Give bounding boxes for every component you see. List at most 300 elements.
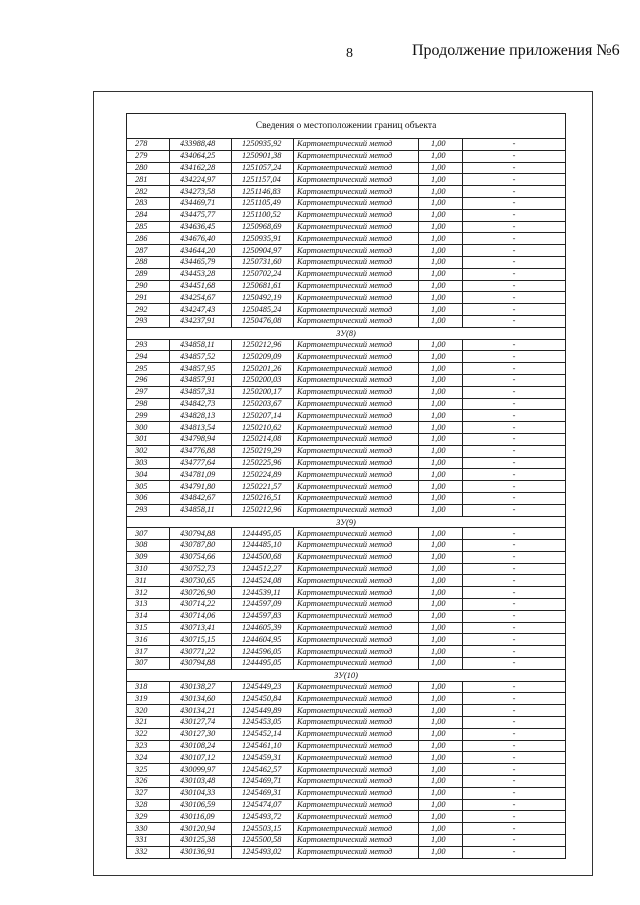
accuracy-cell: 1,00 — [419, 422, 463, 434]
coordinate-y: 1250492,19 — [232, 292, 294, 304]
note-cell: - — [463, 492, 566, 504]
coordinate-x: 434237,91 — [170, 315, 232, 327]
table-row — [127, 339, 566, 351]
method-cell: Картометрический метод — [294, 752, 419, 764]
accuracy-cell: 1,00 — [419, 776, 463, 788]
coordinate-x: 430730,65 — [170, 575, 232, 587]
method-cell: Картометрический метод — [294, 374, 419, 386]
coordinate-y: 1245503,15 — [232, 823, 294, 835]
note-cell: - — [463, 705, 566, 717]
coordinate-y: 1245453,05 — [232, 717, 294, 729]
coordinate-x: 434781,09 — [170, 469, 232, 481]
note-cell: - — [463, 764, 566, 776]
point-number: 300 — [127, 422, 170, 434]
coordinate-y: 1245493,72 — [232, 811, 294, 823]
coordinate-x: 434813,54 — [170, 422, 232, 434]
point-number: 326 — [127, 776, 170, 788]
note-cell: - — [463, 693, 566, 705]
point-number: 302 — [127, 445, 170, 457]
method-cell: Картометрический метод — [294, 280, 419, 292]
note-cell: - — [463, 445, 566, 457]
table-title-row — [127, 114, 566, 139]
table-row — [127, 186, 566, 198]
coordinate-x: 434064,25 — [170, 150, 232, 162]
note-cell: - — [463, 422, 566, 434]
table-row — [127, 492, 566, 504]
note-cell: - — [463, 374, 566, 386]
coordinate-x: 434224,97 — [170, 174, 232, 186]
table-row — [127, 693, 566, 705]
coordinate-x: 434247,43 — [170, 304, 232, 316]
method-cell: Картометрический метод — [294, 622, 419, 634]
table-body — [127, 139, 566, 859]
accuracy-cell: 1,00 — [419, 681, 463, 693]
method-cell: Картометрический метод — [294, 139, 419, 151]
note-cell: - — [463, 540, 566, 552]
accuracy-cell: 1,00 — [419, 186, 463, 198]
table-row — [127, 221, 566, 233]
coordinate-y: 1250207,14 — [232, 410, 294, 422]
coordinate-x: 434857,52 — [170, 351, 232, 363]
coordinate-y: 1250225,96 — [232, 457, 294, 469]
table-row — [127, 209, 566, 221]
section-row — [127, 516, 566, 528]
note-cell: - — [463, 410, 566, 422]
accuracy-cell: 1,00 — [419, 280, 463, 292]
coordinate-x: 430794,88 — [170, 658, 232, 670]
point-number: 301 — [127, 433, 170, 445]
coordinate-x: 434676,40 — [170, 233, 232, 245]
coordinate-y: 1245450,84 — [232, 693, 294, 705]
accuracy-cell: 1,00 — [419, 197, 463, 209]
coordinate-x: 430116,09 — [170, 811, 232, 823]
coordinates-table — [126, 113, 566, 859]
method-cell: Картометрический метод — [294, 469, 419, 481]
coordinate-y: 1244524,08 — [232, 575, 294, 587]
coordinate-y: 1250702,24 — [232, 268, 294, 280]
table-row — [127, 787, 566, 799]
coordinate-y: 1244597,83 — [232, 610, 294, 622]
point-number: 281 — [127, 174, 170, 186]
page-number: 8 — [346, 46, 353, 61]
note-cell: - — [463, 245, 566, 257]
method-cell: Картометрический метод — [294, 150, 419, 162]
note-cell: - — [463, 681, 566, 693]
point-number: 293 — [127, 315, 170, 327]
accuracy-cell: 1,00 — [419, 433, 463, 445]
method-cell: Картометрический метод — [294, 186, 419, 198]
table-row — [127, 481, 566, 493]
note-cell: - — [463, 186, 566, 198]
accuracy-cell: 1,00 — [419, 752, 463, 764]
note-cell: - — [463, 528, 566, 540]
note-cell: - — [463, 563, 566, 575]
method-cell: Картометрический метод — [294, 410, 419, 422]
note-cell: - — [463, 150, 566, 162]
point-number: 319 — [127, 693, 170, 705]
table-row — [127, 599, 566, 611]
point-number: 331 — [127, 835, 170, 847]
method-cell: Картометрический метод — [294, 492, 419, 504]
note-cell: - — [463, 398, 566, 410]
table-row — [127, 469, 566, 481]
point-number: 286 — [127, 233, 170, 245]
method-cell: Картометрический метод — [294, 693, 419, 705]
note-cell: - — [463, 846, 566, 858]
point-number: 322 — [127, 728, 170, 740]
note-cell: - — [463, 457, 566, 469]
coordinate-x: 430108,24 — [170, 740, 232, 752]
point-number: 332 — [127, 846, 170, 858]
table-row — [127, 174, 566, 186]
method-cell: Картометрический метод — [294, 457, 419, 469]
point-number: 313 — [127, 599, 170, 611]
coordinate-x: 434842,67 — [170, 492, 232, 504]
note-cell: - — [463, 233, 566, 245]
coordinate-x: 430715,15 — [170, 634, 232, 646]
coordinate-y: 1250212,96 — [232, 339, 294, 351]
coordinate-x: 430134,21 — [170, 705, 232, 717]
point-number: 280 — [127, 162, 170, 174]
accuracy-cell: 1,00 — [419, 363, 463, 375]
method-cell: Картометрический метод — [294, 386, 419, 398]
accuracy-cell: 1,00 — [419, 646, 463, 658]
accuracy-cell: 1,00 — [419, 835, 463, 847]
coordinate-x: 430103,48 — [170, 776, 232, 788]
note-cell: - — [463, 481, 566, 493]
point-number: 294 — [127, 351, 170, 363]
coordinate-y: 1250210,62 — [232, 422, 294, 434]
table-row — [127, 717, 566, 729]
method-cell: Картометрический метод — [294, 705, 419, 717]
coordinate-y: 1250935,91 — [232, 233, 294, 245]
point-number: 292 — [127, 304, 170, 316]
coordinate-x: 434828,13 — [170, 410, 232, 422]
accuracy-cell: 1,00 — [419, 139, 463, 151]
coordinate-y: 1250203,67 — [232, 398, 294, 410]
point-number: 315 — [127, 622, 170, 634]
method-cell: Картометрический метод — [294, 563, 419, 575]
coordinate-y: 1250731,60 — [232, 256, 294, 268]
method-cell: Картометрический метод — [294, 528, 419, 540]
coordinate-y: 1245469,71 — [232, 776, 294, 788]
coordinate-y: 1250200,17 — [232, 386, 294, 398]
accuracy-cell: 1,00 — [419, 351, 463, 363]
coordinate-x: 434162,28 — [170, 162, 232, 174]
coordinate-x: 434469,71 — [170, 197, 232, 209]
coordinate-y: 1244605,39 — [232, 622, 294, 634]
coordinate-x: 434254,67 — [170, 292, 232, 304]
table-row — [127, 422, 566, 434]
note-cell: - — [463, 386, 566, 398]
note-cell: - — [463, 622, 566, 634]
coordinate-y: 1244495,05 — [232, 528, 294, 540]
coordinate-y: 1250681,61 — [232, 280, 294, 292]
coordinate-x: 430713,41 — [170, 622, 232, 634]
coordinate-y: 1250904,97 — [232, 245, 294, 257]
note-cell: - — [463, 811, 566, 823]
coordinate-y: 1250935,92 — [232, 139, 294, 151]
coordinate-y: 1245493,02 — [232, 846, 294, 858]
coordinate-y: 1245452,14 — [232, 728, 294, 740]
method-cell: Картометрический метод — [294, 433, 419, 445]
table-row — [127, 646, 566, 658]
table-row — [127, 162, 566, 174]
coordinate-y: 1245500,58 — [232, 835, 294, 847]
coordinate-y: 1250224,89 — [232, 469, 294, 481]
point-number: 328 — [127, 799, 170, 811]
point-number: 320 — [127, 705, 170, 717]
coordinate-y: 1244485,10 — [232, 540, 294, 552]
point-number: 330 — [127, 823, 170, 835]
coordinate-x: 434453,28 — [170, 268, 232, 280]
table-row — [127, 658, 566, 670]
accuracy-cell: 1,00 — [419, 245, 463, 257]
note-cell: - — [463, 658, 566, 670]
table-row — [127, 823, 566, 835]
coordinate-y: 1245474,07 — [232, 799, 294, 811]
table-row — [127, 268, 566, 280]
method-cell: Картометрический метод — [294, 209, 419, 221]
coordinate-y: 1245449,89 — [232, 705, 294, 717]
method-cell: Картометрический метод — [294, 823, 419, 835]
note-cell: - — [463, 823, 566, 835]
method-cell: Картометрический метод — [294, 197, 419, 209]
accuracy-cell: 1,00 — [419, 587, 463, 599]
point-number: 323 — [127, 740, 170, 752]
point-number: 290 — [127, 280, 170, 292]
method-cell: Картометрический метод — [294, 717, 419, 729]
note-cell: - — [463, 209, 566, 221]
table-row — [127, 811, 566, 823]
coordinate-y: 1250219,29 — [232, 445, 294, 457]
table-title: Сведения о местоположении границ объекта — [127, 114, 566, 139]
note-cell: - — [463, 799, 566, 811]
note-cell: - — [463, 634, 566, 646]
point-number: 316 — [127, 634, 170, 646]
method-cell: Картометрический метод — [294, 422, 419, 434]
accuracy-cell: 1,00 — [419, 799, 463, 811]
method-cell: Картометрический метод — [294, 835, 419, 847]
accuracy-cell: 1,00 — [419, 728, 463, 740]
table-row — [127, 433, 566, 445]
accuracy-cell: 1,00 — [419, 292, 463, 304]
note-cell: - — [463, 599, 566, 611]
accuracy-cell: 1,00 — [419, 162, 463, 174]
note-cell: - — [463, 728, 566, 740]
coordinate-y: 1245469,31 — [232, 787, 294, 799]
accuracy-cell: 1,00 — [419, 174, 463, 186]
note-cell: - — [463, 268, 566, 280]
accuracy-cell: 1,00 — [419, 740, 463, 752]
coordinate-x: 430106,59 — [170, 799, 232, 811]
note-cell: - — [463, 646, 566, 658]
point-number: 307 — [127, 528, 170, 540]
method-cell: Картометрический метод — [294, 292, 419, 304]
coordinate-y: 1251105,49 — [232, 197, 294, 209]
accuracy-cell: 1,00 — [419, 457, 463, 469]
note-cell: - — [463, 197, 566, 209]
accuracy-cell: 1,00 — [419, 528, 463, 540]
accuracy-cell: 1,00 — [419, 787, 463, 799]
accuracy-cell: 1,00 — [419, 445, 463, 457]
method-cell: Картометрический метод — [294, 174, 419, 186]
point-number: 306 — [127, 492, 170, 504]
method-cell: Картометрический метод — [294, 540, 419, 552]
accuracy-cell: 1,00 — [419, 823, 463, 835]
point-number: 285 — [127, 221, 170, 233]
method-cell: Картометрический метод — [294, 740, 419, 752]
table-row — [127, 681, 566, 693]
accuracy-cell: 1,00 — [419, 481, 463, 493]
note-cell: - — [463, 717, 566, 729]
method-cell: Картометрический метод — [294, 587, 419, 599]
accuracy-cell: 1,00 — [419, 693, 463, 705]
coordinate-x: 430099,97 — [170, 764, 232, 776]
table-row — [127, 457, 566, 469]
coordinate-x: 430138,27 — [170, 681, 232, 693]
accuracy-cell: 1,00 — [419, 658, 463, 670]
coordinate-y: 1251057,24 — [232, 162, 294, 174]
coordinate-y: 1245461,10 — [232, 740, 294, 752]
point-number: 321 — [127, 717, 170, 729]
accuracy-cell: 1,00 — [419, 209, 463, 221]
accuracy-cell: 1,00 — [419, 398, 463, 410]
coordinate-y: 1244512,27 — [232, 563, 294, 575]
note-cell: - — [463, 610, 566, 622]
method-cell: Картометрический метод — [294, 764, 419, 776]
point-number: 305 — [127, 481, 170, 493]
coordinate-x: 430120,94 — [170, 823, 232, 835]
coordinate-x: 430104,33 — [170, 787, 232, 799]
table-row — [127, 445, 566, 457]
table-row — [127, 776, 566, 788]
coordinate-y: 1245462,57 — [232, 764, 294, 776]
coordinate-x: 434857,31 — [170, 386, 232, 398]
point-number: 279 — [127, 150, 170, 162]
point-number: 310 — [127, 563, 170, 575]
method-cell: Картометрический метод — [294, 681, 419, 693]
accuracy-cell: 1,00 — [419, 256, 463, 268]
point-number: 325 — [127, 764, 170, 776]
coordinate-x: 434857,91 — [170, 374, 232, 386]
coordinate-y: 1251157,04 — [232, 174, 294, 186]
coordinate-x: 434842,73 — [170, 398, 232, 410]
point-number: 289 — [127, 268, 170, 280]
coordinate-y: 1245449,23 — [232, 681, 294, 693]
point-number: 297 — [127, 386, 170, 398]
table-row — [127, 634, 566, 646]
coordinate-x: 430714,06 — [170, 610, 232, 622]
section-label: ЗУ(10) — [127, 669, 566, 681]
accuracy-cell: 1,00 — [419, 150, 463, 162]
accuracy-cell: 1,00 — [419, 315, 463, 327]
method-cell: Картометрический метод — [294, 315, 419, 327]
table-row — [127, 197, 566, 209]
table-row — [127, 351, 566, 363]
coordinate-y: 1250968,69 — [232, 221, 294, 233]
coordinate-y: 1251146,83 — [232, 186, 294, 198]
method-cell: Картометрический метод — [294, 799, 419, 811]
accuracy-cell: 1,00 — [419, 846, 463, 858]
method-cell: Картометрический метод — [294, 846, 419, 858]
point-number: 293 — [127, 339, 170, 351]
method-cell: Картометрический метод — [294, 363, 419, 375]
method-cell: Картометрический метод — [294, 445, 419, 457]
section-row — [127, 669, 566, 681]
coordinate-x: 430771,22 — [170, 646, 232, 658]
section-label: ЗУ(8) — [127, 327, 566, 339]
accuracy-cell: 1,00 — [419, 304, 463, 316]
table-row — [127, 256, 566, 268]
point-number: 298 — [127, 398, 170, 410]
note-cell: - — [463, 433, 566, 445]
accuracy-cell: 1,00 — [419, 339, 463, 351]
method-cell: Картометрический метод — [294, 268, 419, 280]
point-number: 295 — [127, 363, 170, 375]
coordinate-x: 430726,90 — [170, 587, 232, 599]
method-cell: Картометрический метод — [294, 481, 419, 493]
note-cell: - — [463, 740, 566, 752]
coordinate-x: 434798,94 — [170, 433, 232, 445]
note-cell: - — [463, 256, 566, 268]
point-number: 299 — [127, 410, 170, 422]
point-number: 291 — [127, 292, 170, 304]
note-cell: - — [463, 339, 566, 351]
coordinate-y: 1250221,57 — [232, 481, 294, 493]
accuracy-cell: 1,00 — [419, 374, 463, 386]
coordinate-x: 430787,80 — [170, 540, 232, 552]
accuracy-cell: 1,00 — [419, 563, 463, 575]
method-cell: Картометрический метод — [294, 658, 419, 670]
coordinate-y: 1244597,09 — [232, 599, 294, 611]
note-cell: - — [463, 280, 566, 292]
coordinate-x: 430752,73 — [170, 563, 232, 575]
point-number: 314 — [127, 610, 170, 622]
method-cell: Картометрический метод — [294, 339, 419, 351]
coordinate-x: 430125,38 — [170, 835, 232, 847]
coordinate-x: 434858,11 — [170, 339, 232, 351]
accuracy-cell: 1,00 — [419, 492, 463, 504]
coordinate-y: 1250212,96 — [232, 504, 294, 516]
note-cell: - — [463, 304, 566, 316]
method-cell: Картометрический метод — [294, 811, 419, 823]
method-cell: Картометрический метод — [294, 233, 419, 245]
point-number: 329 — [127, 811, 170, 823]
note-cell: - — [463, 776, 566, 788]
coordinate-x: 430794,88 — [170, 528, 232, 540]
table-row — [127, 315, 566, 327]
coordinate-x: 434644,20 — [170, 245, 232, 257]
table-row — [127, 540, 566, 552]
point-number: 296 — [127, 374, 170, 386]
accuracy-cell: 1,00 — [419, 610, 463, 622]
coordinate-y: 1250901,38 — [232, 150, 294, 162]
coordinate-x: 434273,58 — [170, 186, 232, 198]
point-number: 311 — [127, 575, 170, 587]
table-row — [127, 374, 566, 386]
table-row — [127, 139, 566, 151]
point-number: 288 — [127, 256, 170, 268]
accuracy-cell: 1,00 — [419, 386, 463, 398]
point-number: 312 — [127, 587, 170, 599]
coordinate-x: 434776,88 — [170, 445, 232, 457]
coordinate-y: 1250209,09 — [232, 351, 294, 363]
method-cell: Картометрический метод — [294, 162, 419, 174]
table-row — [127, 835, 566, 847]
point-number: 324 — [127, 752, 170, 764]
table-row — [127, 280, 566, 292]
